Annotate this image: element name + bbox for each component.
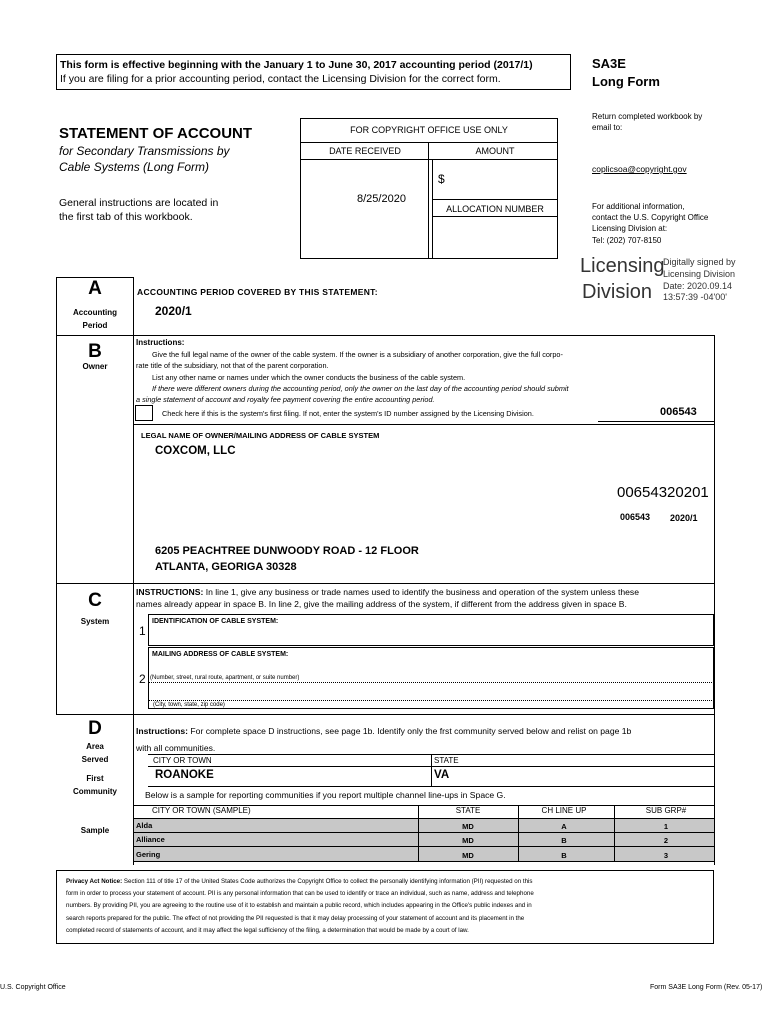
legal-name-label: LEGAL NAME OF OWNER/MAILING ADDRESS OF CABLE SYSTEM <box>141 431 380 440</box>
date-received-value: 8/25/2020 <box>357 193 406 205</box>
signature-name-2: Division <box>582 281 653 303</box>
space-c-instructions-bold: INSTRUCTIONS: <box>136 587 204 597</box>
privacy-notice-bold: Privacy Act Notice: <box>66 878 123 885</box>
office-use-box <box>300 118 558 259</box>
space-b-instruction-5: a single statement of account and royalty fee payment covering the entire accounting period. <box>136 395 435 404</box>
space-d-instructions-bold: Instructions: <box>136 726 189 736</box>
first-filing-checkbox[interactable] <box>135 405 153 421</box>
space-c-letter: C <box>88 590 102 611</box>
sample-row-2-sub-grp: 2 <box>663 836 669 845</box>
statement-subtitle-1: for Secondary Transmissions by <box>59 144 230 158</box>
digital-signature-text: Digitally signed by Licensing Division <box>663 257 736 279</box>
effective-notice-line1: This form is effective beginning with the January 1 to June 30, 2017 accounting period (2017/1) <box>60 59 533 71</box>
statement-title: STATEMENT OF ACCOUNT <box>59 125 253 142</box>
space-d-label-area: Area <box>86 742 104 751</box>
system-id-value: 006543 <box>660 406 697 418</box>
signature-date: Date: 2020.09.14 <box>663 281 733 291</box>
general-instructions-2: the first tab of this workbook. <box>59 211 193 223</box>
space-d-label-sample: Sample <box>80 826 110 835</box>
space-b-instruction-3: List any other name or names under which the owner conducts the business of the cable system. <box>152 373 466 382</box>
city-or-town-label: CITY OR TOWN <box>153 756 212 765</box>
first-community-city[interactable]: ROANOKE <box>155 769 214 781</box>
amount-dollar: $ <box>438 172 445 186</box>
statement-subtitle-2: Cable Systems (Long Form) <box>59 160 210 174</box>
signature-time: 13:57:39 -04'00' <box>663 292 727 302</box>
space-c-label: System <box>80 617 110 626</box>
effective-notice-line2: If you are filing for a prior accounting period, contact the Licensing Division for the correct form. <box>60 73 501 85</box>
space-d-label-first: First <box>86 774 104 783</box>
space-d-label-served: Served <box>81 755 109 764</box>
state-label: STATE <box>434 756 459 765</box>
space-b-label: Owner <box>82 362 108 371</box>
space-c-instructions-text-2: names already appear in space B. In line 2, give the mailing address of the system, if different from the address given in space B. <box>136 599 627 609</box>
privacy-line-4: search reports prepared for the public. The effect of not providing the PII requested is that it may delay processing of your statement of account and its placement in the <box>66 914 525 922</box>
privacy-notice-text <box>66 876 706 937</box>
space-b-instruction-4: If there were different owners during the accounting period, only the owner on the last day of the accounting period should submit <box>152 384 569 393</box>
owner-address-line-2: ATLANTA, GEORIGA 30328 <box>155 561 297 573</box>
system-code-big: 00654320201 <box>617 484 709 501</box>
space-c-instructions-text: In line 1, give any business or trade names used to identify the business and operation of the system unless these <box>203 587 640 597</box>
office-use-header: FOR COPYRIGHT OFFICE USE ONLY <box>350 125 508 135</box>
street-hint: (Number, street, rural route, apartment, or suite number) <box>150 675 300 681</box>
sample-row-1-city: Alda <box>136 821 153 830</box>
space-d-instructions <box>136 723 711 757</box>
accounting-period-heading: ACCOUNTING PERIOD COVERED BY THIS STATEMENT: <box>137 287 378 297</box>
amount-label: AMOUNT <box>475 146 515 156</box>
space-c-instructions <box>136 586 711 610</box>
sample-header-city: CITY OR TOWN (SAMPLE) <box>152 806 251 815</box>
space-d-letter: D <box>88 718 102 739</box>
sample-header-ch-line-up: CH LINE UP <box>541 806 587 815</box>
sample-row-3-sub-grp: 3 <box>663 851 669 860</box>
sample-row-2-city: Alliance <box>136 835 165 844</box>
privacy-line-5: completed record of statements of account, and it may affect the legal sufficiency of the filing, a determination that would be made by a court of law. <box>66 926 469 934</box>
date-received-label: DATE RECEIVED <box>329 146 401 156</box>
sample-row-3-city: Gering <box>136 850 161 859</box>
return-email-link[interactable]: coplicsoa@copyright.gov <box>592 164 687 174</box>
telephone-text: Tel: (202) 707-8150 <box>592 236 662 245</box>
sample-row-1-sub-grp: 1 <box>663 822 669 831</box>
system-code-id: 006543 <box>620 512 651 522</box>
space-d-instructions-text-2: with all communities. <box>136 743 216 753</box>
sample-row-2-state: MD <box>462 836 474 845</box>
sample-row-2-line-up: B <box>561 836 567 845</box>
additional-info-text: For additional information, contact the U.S. Copyright Office Licensing Division at: <box>592 202 709 233</box>
owner-address-line-1: 6205 PEACHTREE DUNWOODY ROAD - 12 FLOOR <box>155 545 419 557</box>
footer-left: U.S. Copyright Office <box>0 984 66 991</box>
first-filing-text: Check here if this is the system's first filing. If not, enter the system's ID number assigned by the Licensing Division. <box>162 409 534 418</box>
privacy-line-2: form in order to process your statement of account. PII is any personal information that can be used to identify or trace an individual, such as name, address and telephone <box>66 890 534 898</box>
space-d-label-community: Community <box>73 787 117 796</box>
privacy-line-3: numbers. By providing PII, you are agreeing to the routine use of it to establish and maintain a public record, which includes appearing in the Office's public indexes and in <box>66 902 532 910</box>
allocation-number-label: ALLOCATION NUMBER <box>446 204 544 214</box>
footer-right: Form SA3E Long Form (Rev. 05-17) <box>650 984 763 991</box>
system-code-period: 2020/1 <box>670 513 698 523</box>
sample-row-1-state: MD <box>462 822 474 831</box>
return-info-text: Return completed workbook by email to: <box>592 112 703 132</box>
owner-name-value: COXCOM, LLC <box>155 445 236 457</box>
space-a-label-1: Accounting <box>73 308 117 317</box>
line-1-number: 1 <box>139 624 146 638</box>
signature-name-1: Licensing <box>580 255 665 277</box>
sample-row-3-state: MD <box>462 851 474 860</box>
city-hint: (City, town, state, zip code) <box>153 702 225 708</box>
space-b-instruction-2: rate title of the subsidiary, not that of the parent corporation. <box>136 361 329 370</box>
sample-header-state: STATE <box>455 806 481 815</box>
sample-header-sub-grp: SUB GRP# <box>645 806 687 815</box>
form-name: Long Form <box>592 74 660 89</box>
space-d-instructions-text: For complete space D instructions, see page 1b. Identify only the frst community served below and relist on page 1b <box>188 726 632 736</box>
accounting-period-value: 2020/1 <box>155 304 192 318</box>
sample-note: Below is a sample for reporting communities if you report multiple channel line-ups in Space G. <box>145 790 506 800</box>
space-a-label-2: Period <box>82 321 108 330</box>
general-instructions-1: General instructions are located in <box>59 197 219 209</box>
mailing-address-label: MAILING ADDRESS OF CABLE SYSTEM: <box>152 651 289 658</box>
privacy-line-1: Section 111 of title 17 of the United States Code authorizes the Copyright Office to collect the personally identifying information (PII) requested on this <box>122 878 533 885</box>
form-code: SA3E <box>592 56 626 71</box>
first-community-state[interactable]: VA <box>434 769 450 781</box>
space-a-letter: A <box>88 278 102 299</box>
space-b-instructions-label: Instructions: <box>136 338 185 347</box>
sample-row-1-line-up: A <box>561 822 567 831</box>
line-2-number: 2 <box>139 672 146 686</box>
sample-row-3-line-up: B <box>561 851 567 860</box>
space-b-letter: B <box>88 341 102 362</box>
identification-label: IDENTIFICATION OF CABLE SYSTEM: <box>152 618 279 625</box>
space-b-instruction-1: Give the full legal name of the owner of the cable system. If the owner is a subsidiary of another corporation, give the full corpo- <box>152 350 563 359</box>
